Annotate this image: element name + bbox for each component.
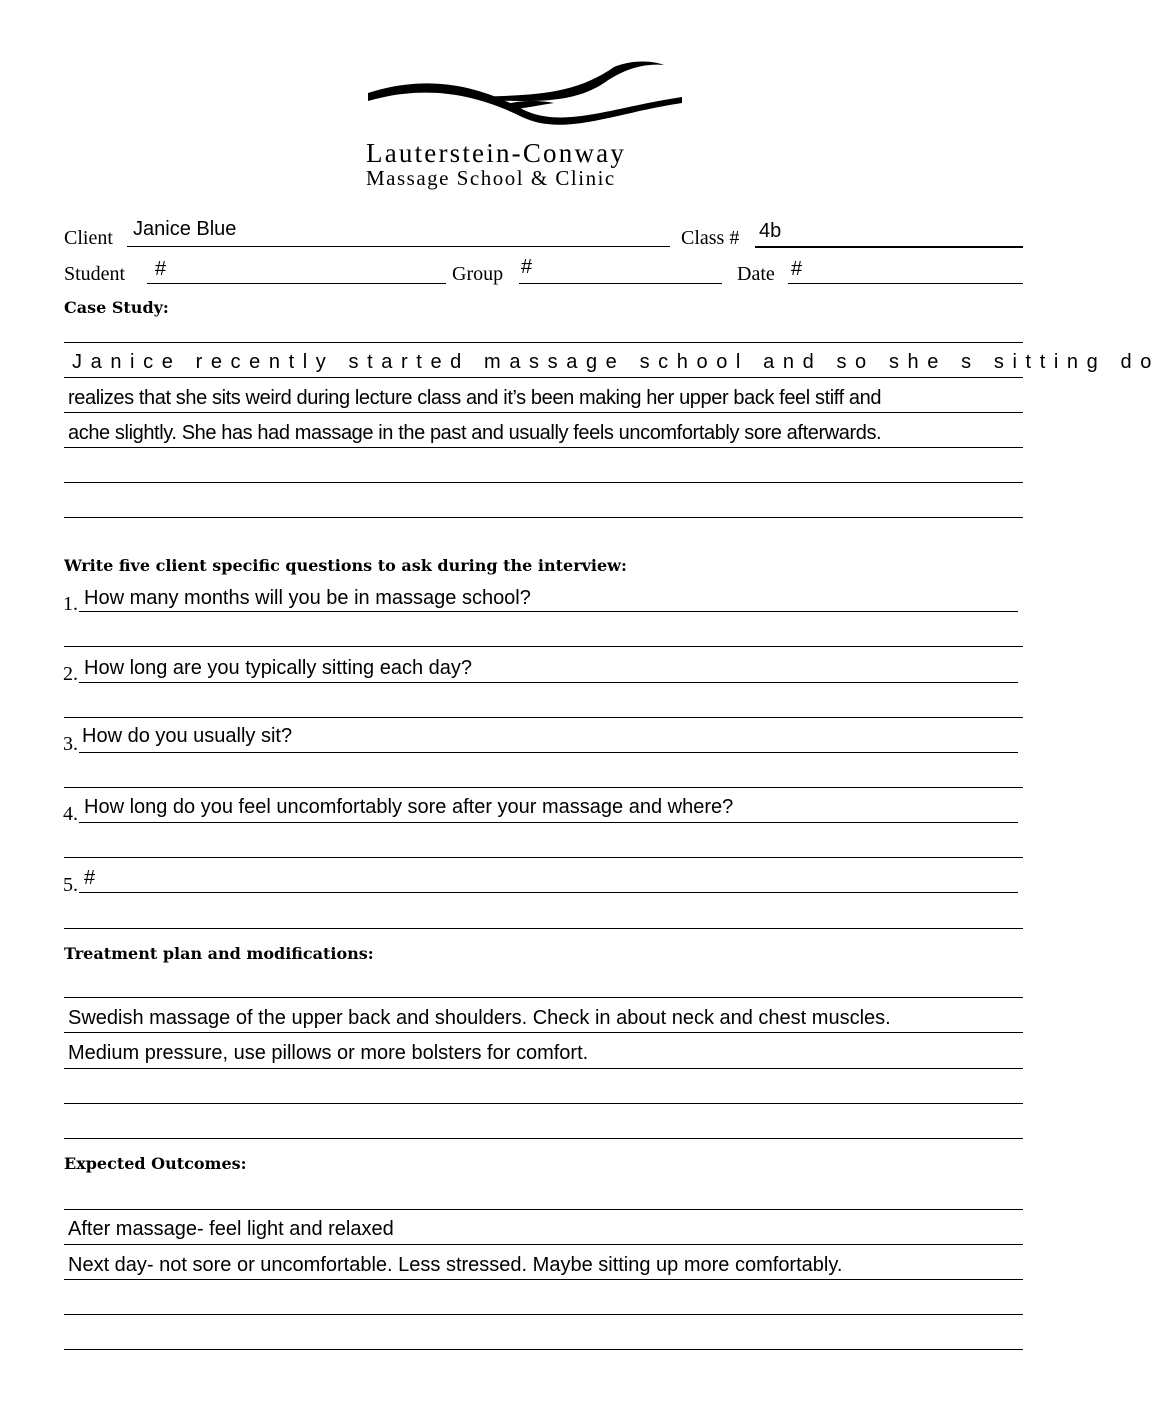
outcomes-heading: Expected Outcomes: <box>64 1154 247 1173</box>
ruled-line <box>64 1244 1023 1245</box>
treatment-line[interactable]: Swedish massage of the upper back and shoulders. Check in about neck and chest muscles. <box>68 1007 891 1029</box>
question-number: 2. <box>63 663 78 685</box>
ruled-line <box>79 752 1018 753</box>
ruled-line <box>64 342 1023 343</box>
questions-heading: Write five client specific questions to ask during the interview: <box>64 556 627 575</box>
question-number: 3. <box>63 733 78 755</box>
client-label: Client <box>64 227 113 249</box>
outcome-line[interactable]: Next day- not sore or uncomfortable. Less stressed. Maybe sitting up more comfortably. <box>68 1254 843 1276</box>
date-label: Date <box>737 263 775 285</box>
ruled-line <box>79 611 1018 612</box>
outcome-line[interactable]: After massage- feel light and relaxed <box>68 1218 394 1240</box>
logo-subtitle: Massage School & Clinic <box>366 166 616 190</box>
client-underline <box>127 246 670 247</box>
ruled-line <box>64 517 1023 518</box>
case-study-line[interactable]: ache slightly. She has had massage in the past and usually feels uncomfortably sore afterwards. <box>68 422 882 444</box>
case-study-line[interactable]: Janice recently started massage school and so she s sitting do <box>72 351 1160 373</box>
date-underline <box>788 283 1023 284</box>
ruled-line <box>79 822 1018 823</box>
wave-logo-icon <box>364 55 686 135</box>
date-field[interactable]: # <box>791 258 803 280</box>
question-field[interactable]: How long do you feel uncomfortably sore after your massage and where? <box>84 796 734 818</box>
ruled-line <box>64 646 1023 647</box>
ruled-line <box>64 377 1023 378</box>
group-field[interactable]: # <box>521 256 533 278</box>
ruled-line <box>64 482 1023 483</box>
case-study-line[interactable]: realizes that she sits weird during lecture class and it’s been making her upper back feel stiff and <box>68 387 882 409</box>
student-underline <box>147 283 446 284</box>
ruled-line <box>64 1209 1023 1210</box>
question-number: 5. <box>63 874 78 896</box>
ruled-line <box>64 857 1023 858</box>
question-number: 4. <box>63 803 78 825</box>
case-study-heading: Case Study: <box>64 298 169 317</box>
question-number: 1. <box>63 593 78 615</box>
ruled-line <box>64 447 1023 448</box>
logo-title: Lauterstein-Conway <box>366 138 627 168</box>
ruled-line <box>64 412 1023 413</box>
ruled-line <box>79 892 1018 893</box>
ruled-line <box>64 1032 1023 1033</box>
ruled-line <box>64 1138 1023 1139</box>
student-field[interactable]: # <box>155 258 167 280</box>
ruled-line <box>64 717 1023 718</box>
student-label: Student <box>64 263 126 285</box>
client-field[interactable]: Janice Blue <box>133 218 237 240</box>
school-logo <box>364 55 686 135</box>
ruled-line <box>64 1279 1023 1280</box>
question-field[interactable]: # <box>84 867 96 889</box>
ruled-line <box>64 787 1023 788</box>
treatment-line[interactable]: Medium pressure, use pillows or more bolsters for comfort. <box>68 1042 589 1064</box>
ruled-line <box>79 682 1018 683</box>
class-label: Class # <box>681 227 740 249</box>
class-field[interactable]: 4b <box>759 220 782 242</box>
ruled-line <box>64 1103 1023 1104</box>
group-label: Group <box>452 263 504 285</box>
group-underline <box>519 283 722 284</box>
ruled-line <box>64 1349 1023 1350</box>
ruled-line <box>64 1314 1023 1315</box>
ruled-line <box>64 997 1023 998</box>
class-underline <box>755 246 1023 248</box>
question-field[interactable]: How long are you typically sitting each day? <box>84 657 472 679</box>
treatment-heading: Treatment plan and modifications: <box>64 944 374 963</box>
ruled-line <box>64 1068 1023 1069</box>
question-field[interactable]: How many months will you be in massage school? <box>84 587 531 609</box>
ruled-line <box>64 928 1023 929</box>
question-field[interactable]: How do you usually sit? <box>82 725 293 747</box>
